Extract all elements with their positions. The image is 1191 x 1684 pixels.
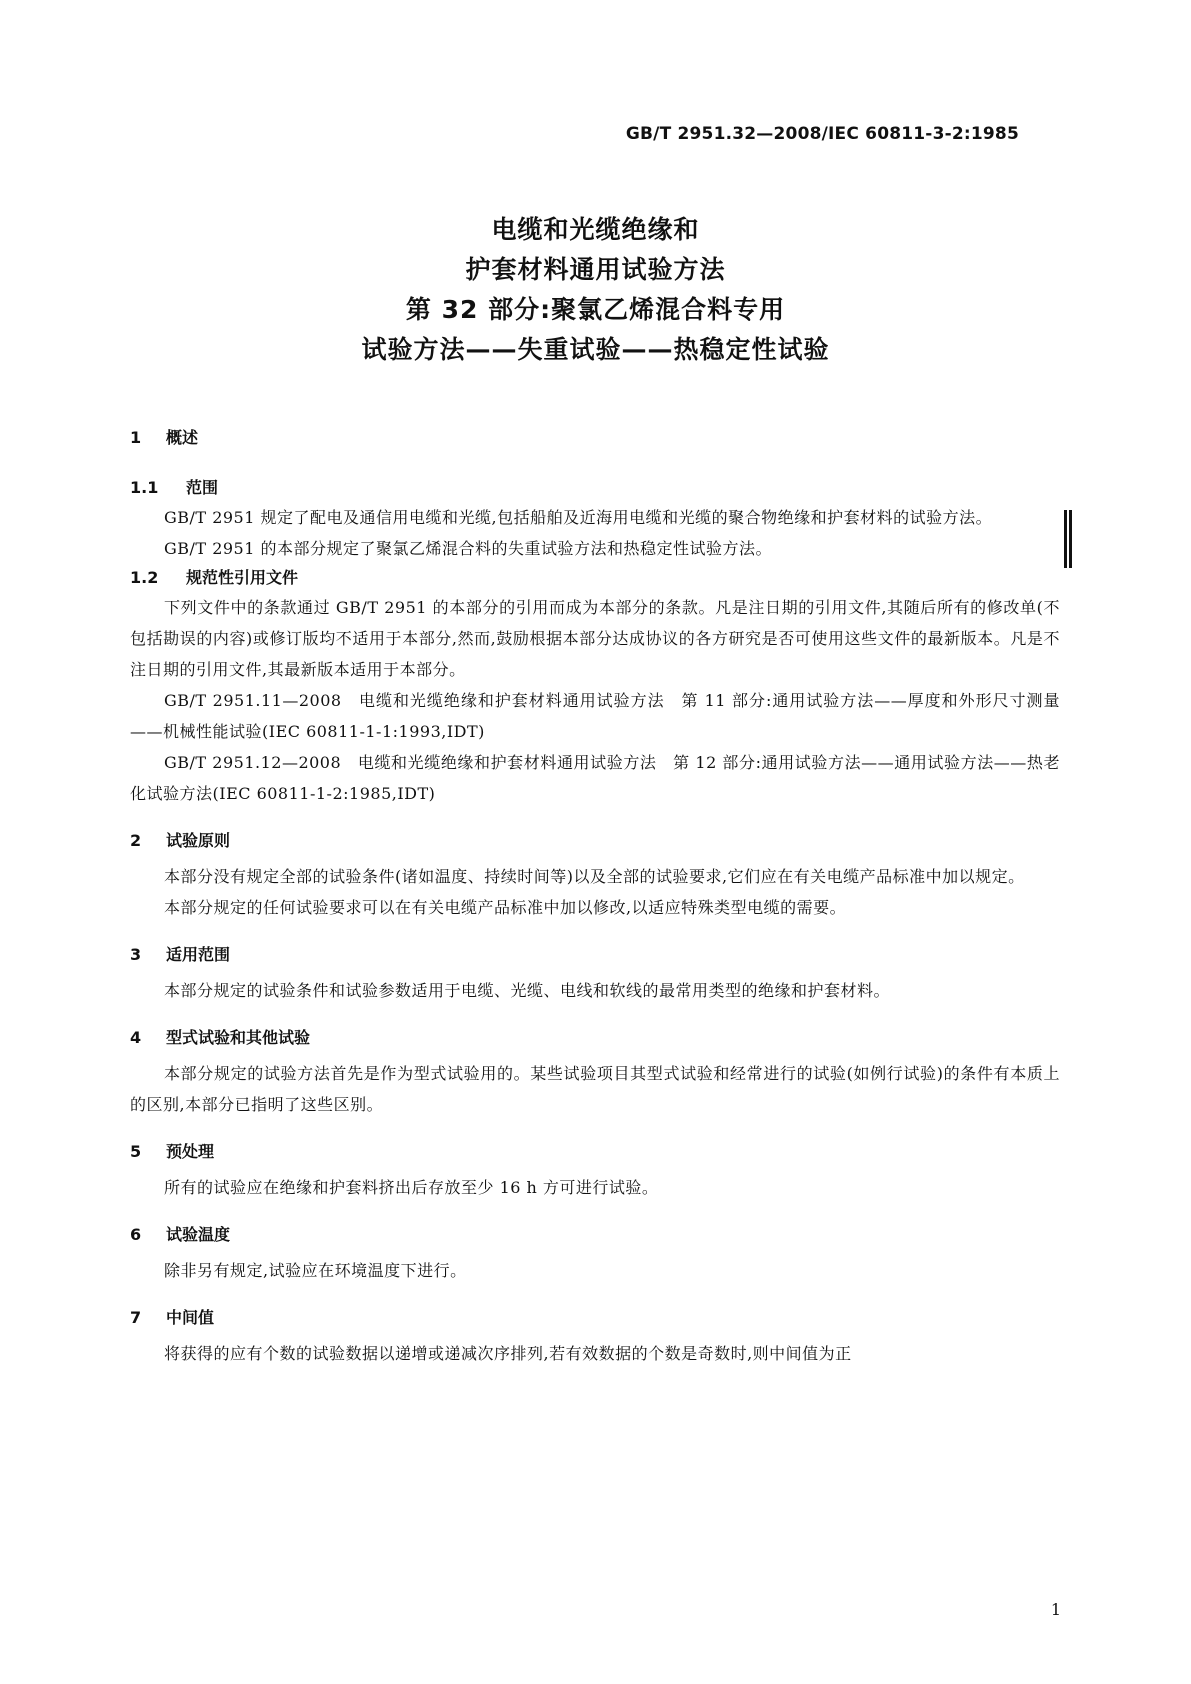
section-heading — [130, 1221, 1060, 1249]
document-body — [130, 424, 1060, 1369]
section-title: 试验温度 — [166, 1225, 231, 1244]
section-number: 2 — [130, 831, 142, 850]
section-heading — [130, 424, 1060, 452]
paragraph: 所有的试验应在绝缘和护套料挤出后存放至少 16 h 方可进行试验。 — [164, 1178, 659, 1197]
title-line-4: 试验方法——失重试验——热稳定性试验 — [361, 335, 830, 364]
paragraph: GB/T 2951 的本部分规定了聚氯乙烯混合料的失重试验方法和热稳定性试验方法。 — [164, 539, 772, 558]
standard-code: GB/T 2951.32—2008/IEC 60811-3-2:1985 — [625, 124, 1019, 144]
document-title — [0, 210, 1191, 370]
section-title: 适用范围 — [166, 945, 231, 964]
section-number: 1 — [130, 428, 142, 447]
paragraph: 本部分规定的试验方法首先是作为型式试验用的。某些试验项目其型式试验和经常进行的试验(如例行试验)的条件有本质上的区别,本部分已指明了这些区别。 — [130, 1064, 1060, 1114]
paragraph: 本部分规定的试验条件和试验参数适用于电缆、光缆、电线和软线的最常用类型的绝缘和护套材料。 — [164, 981, 891, 1000]
title-line-1: 电缆和光缆绝缘和 — [491, 215, 700, 244]
section-title: 规范性引用文件 — [186, 568, 299, 587]
reference-entry: GB/T 2951.11—2008 电缆和光缆绝缘和护套材料通用试验方法 第 11 部分:通用试验方法——厚度和外形尺寸测量——机械性能试验(IEC 60811-1-1:1993,IDT) — [130, 691, 1060, 741]
paragraph: 本部分规定的任何试验要求可以在有关电缆产品标准中加以修改,以适应特殊类型电缆的需要。 — [164, 898, 847, 917]
section-heading — [130, 1138, 1060, 1166]
section-title: 中间值 — [166, 1308, 215, 1327]
section-heading — [130, 1024, 1060, 1052]
section-heading — [130, 1304, 1060, 1332]
section-number: 6 — [130, 1225, 142, 1244]
title-line-3: 第 32 部分:聚氯乙烯混合料专用 — [405, 295, 786, 324]
section-heading — [130, 941, 1060, 969]
paragraph: 将获得的应有个数的试验数据以递增或递减次序排列,若有效数据的个数是奇数时,则中间值为正 — [164, 1344, 852, 1363]
change-bar-marker — [1064, 510, 1067, 568]
section-number: 1.1 — [130, 478, 159, 497]
paragraph: 下列文件中的条款通过 GB/T 2951 的本部分的引用而成为本部分的条款。凡是注日期的引用文件,其随后所有的修改单(不包括勘误的内容)或修订版均不适用于本部分,然而,鼓励根据本部分达成协议的各方研究是否可使用这些文件的最新版本。凡是不注日期的引用文件,其最新版本适用于本部分。 — [130, 598, 1060, 679]
section-number: 3 — [130, 945, 142, 964]
section-title: 型式试验和其他试验 — [166, 1028, 311, 1047]
section-number: 4 — [130, 1028, 142, 1047]
subsection-heading — [130, 474, 1060, 502]
title-line-2: 护套材料通用试验方法 — [465, 255, 726, 284]
section-title: 预处理 — [166, 1142, 215, 1161]
section-number: 5 — [130, 1142, 142, 1161]
section-title: 范围 — [186, 478, 219, 497]
reference-entry: GB/T 2951.12—2008 电缆和光缆绝缘和护套材料通用试验方法 第 12 部分:通用试验方法——通用试验方法——热老化试验方法(IEC 60811-1-2:1985,IDT) — [130, 753, 1060, 803]
section-number: 7 — [130, 1308, 142, 1327]
page-number: 1 — [1050, 1600, 1061, 1619]
section-heading — [130, 827, 1060, 855]
subsection-heading — [130, 564, 1060, 592]
paragraph: 本部分没有规定全部的试验条件(诸如温度、持续时间等)以及全部的试验要求,它们应在有关电缆产品标准中加以规定。 — [164, 867, 1025, 886]
paragraph: GB/T 2951 规定了配电及通信用电缆和光缆,包括船舶及近海用电缆和光缆的聚合物绝缘和护套材料的试验方法。 — [164, 508, 993, 527]
section-number: 1.2 — [130, 568, 159, 587]
section-title: 概述 — [166, 428, 199, 447]
paragraph: 除非另有规定,试验应在环境温度下进行。 — [164, 1261, 467, 1280]
section-title: 试验原则 — [166, 831, 231, 850]
